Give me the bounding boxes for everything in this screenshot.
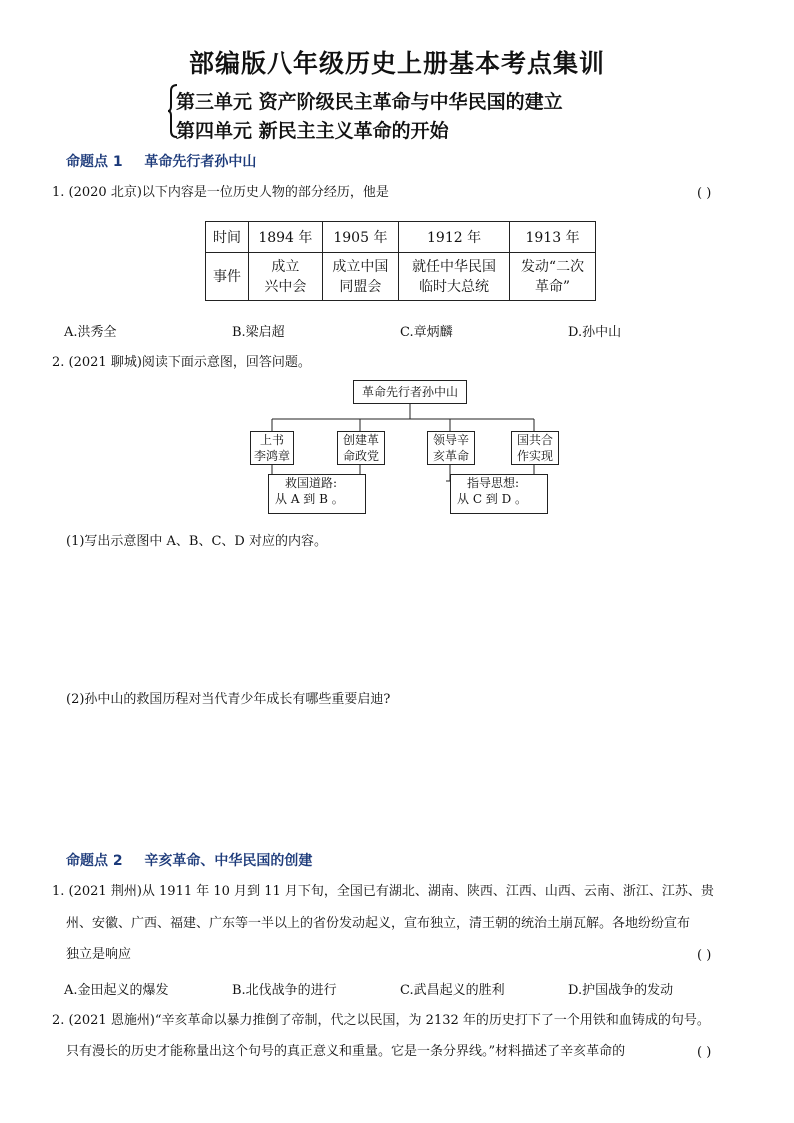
question-number: 2.	[52, 1013, 65, 1028]
option-b[interactable]: B.北伐战争的进行	[232, 983, 337, 998]
option-c[interactable]: C.章炳麟	[400, 325, 453, 340]
page-title: 部编版八年级历史上册基本考点集训	[188, 49, 605, 78]
option-b[interactable]: B.梁启超	[232, 325, 285, 340]
table-event: 发动“二次 革命”	[510, 253, 596, 301]
diagram-root: 革命先行者孙中山	[353, 380, 467, 404]
table-year: 1913 年	[510, 222, 596, 253]
question-text-line: 只有漫长的历史才能称量出这个句号的真正意义和重量。它是一条分界线。”材料描述了辛亥革命的	[66, 1044, 626, 1059]
question-text: (2020 北京)以下内容是一位历史人物的部分经历，他是	[68, 185, 389, 200]
note-body: 从 C 到 D 。	[457, 492, 528, 506]
question-text-line: (2021 恩施州)“辛亥革命以暴力推倒了帝制，代之以民国，为 2132 年的历史打下了一个用铁和血铸成的句号。	[68, 1013, 710, 1028]
diagram-node: 创建革 命政党	[337, 431, 385, 465]
section-heading	[66, 151, 256, 171]
section-heading	[66, 850, 312, 870]
question-text-line: 独立是响应	[66, 947, 132, 962]
table-year: 1894 年	[249, 222, 323, 253]
sub-question-1: (1)写出示意图中 A、B、C、D 对应的内容。	[66, 534, 327, 549]
section-name: 革命先行者孙中山	[144, 154, 257, 170]
option-a[interactable]: A.金田起义的爆发	[64, 983, 169, 998]
diagram-node: 领导辛 亥革命	[427, 431, 475, 465]
answer-paren: ( )	[697, 186, 712, 201]
option-d[interactable]: D.孙中山	[568, 325, 622, 340]
table-event: 成立 兴中会	[249, 253, 323, 301]
answer-paren: ( )	[697, 948, 712, 963]
unit-four-title: 第四单元 新民主主义革命的开始	[176, 120, 449, 142]
diagram-note-left	[268, 474, 366, 514]
section-label: 命题点 1	[66, 154, 123, 170]
table-header-event: 事件	[206, 253, 249, 301]
diagram-node: 国共合 作实现	[511, 431, 559, 465]
diagram-note-right	[450, 474, 548, 514]
section-label: 命题点 2	[66, 853, 123, 869]
question-number: 1.	[52, 185, 65, 200]
note-body: 从 A 到 B 。	[275, 492, 344, 506]
question	[52, 1008, 710, 1034]
question	[52, 879, 714, 905]
answer-paren: ( )	[697, 1045, 712, 1060]
option-a[interactable]: A.洪秀全	[64, 325, 117, 340]
question	[52, 350, 311, 376]
question-number: 2.	[52, 355, 65, 370]
sub-question-2: (2)孙中山的救国历程对当代青少年成长有哪些重要启迪?	[66, 692, 391, 707]
option-c[interactable]: C.武昌起义的胜利	[400, 983, 505, 998]
unit-three-title: 第三单元 资产阶级民主革命与中华民国的建立	[176, 91, 563, 113]
section-name: 辛亥革命、中华民国的创建	[144, 853, 313, 869]
table-event: 成立中国 同盟会	[322, 253, 398, 301]
diagram-node: 上书 李鸿章	[250, 431, 294, 465]
table-year: 1905 年	[322, 222, 398, 253]
note-title: 救国道路:	[285, 476, 338, 490]
table-header-time: 时间	[206, 222, 249, 253]
question	[52, 180, 389, 206]
question-text: (2021 聊城)阅读下面示意图，回答问题。	[68, 355, 311, 370]
question-text-line: 州、安徽、广西、福建、广东等一半以上的省份发动起义，宣布独立，清王朝的统治土崩瓦解。各地纷纷宣布	[66, 916, 691, 931]
table-event: 就任中华民国 临时大总统	[399, 253, 510, 301]
question-text-line: (2021 荆州)从 1911 年 10 月到 11 月下旬，全国已有湖北、湖南、陕西、江西、山西、云南、浙江、江苏、贵	[68, 884, 714, 899]
table-year: 1912 年	[399, 222, 510, 253]
note-title: 指导思想:	[467, 476, 520, 490]
option-d[interactable]: D.护国战争的发动	[568, 983, 674, 998]
question-number: 1.	[52, 884, 65, 899]
history-table	[205, 221, 596, 301]
